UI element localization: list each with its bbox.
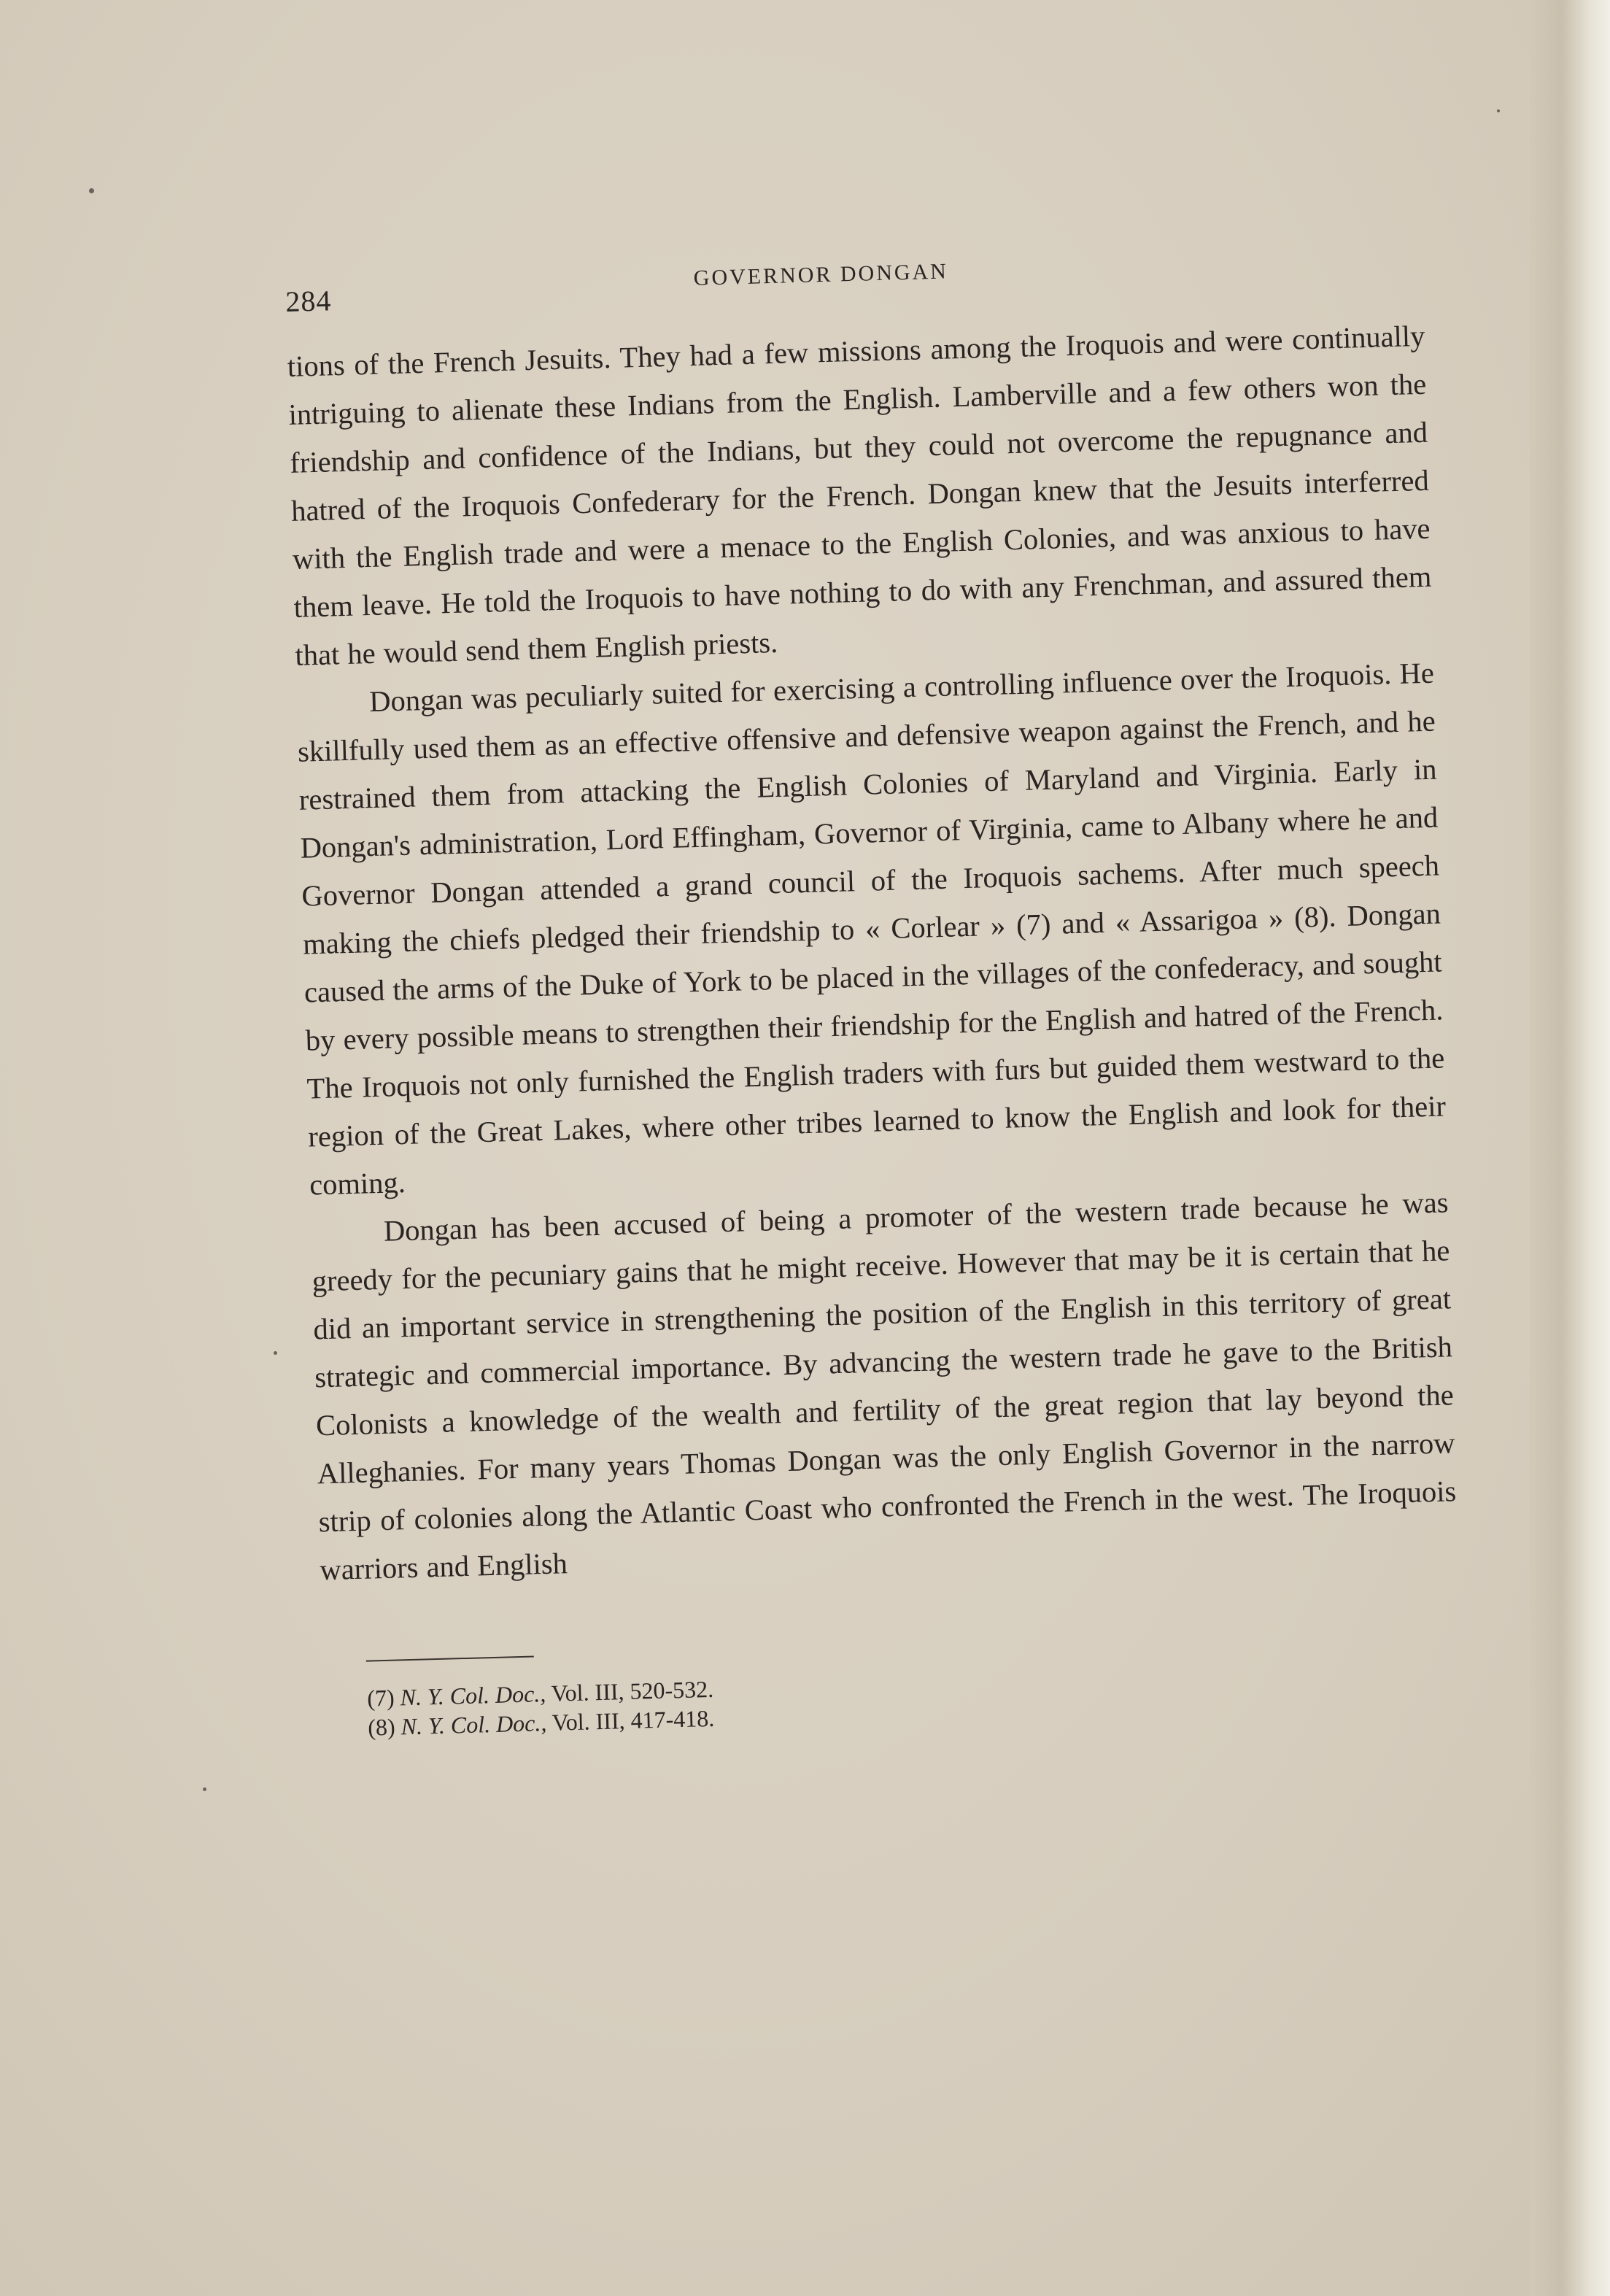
paper-speck: [203, 1787, 206, 1791]
footnotes: [322, 1631, 1462, 1743]
paper-speck: [1497, 109, 1500, 112]
page-edge-shadow: [1530, 0, 1610, 2296]
page-number: 284: [285, 284, 333, 318]
page-text-block: [285, 232, 1462, 1743]
body-paragraph: Dongan was peculiarly suited for exercising a controlling influence over the Iroquois. He skillfully used them as an effective offensive and defensive weapon against the French, and he restrained them from attacking the English Colonies of Maryland and Virginia. Early in Dongan's administration, Lord Effingham, Governor of Virginia, came to Albany where he and Governor Dongan attended a grand council of the Iroquois sachems. After much speech making the chiefs pledged their friendship to « Corlear » (7) and « Assarigoa » (8). Dongan caused the arms of the Duke of York to be placed in the villages of the confederacy, and sought by every possible means to strengthen their friendship for the English and hatred of the French. The Iroquois not only furnished the English traders with furs but guided them westward to the region of the Great Lakes, where other tribes learned to know the English and look for their coming.: [297, 656, 1447, 1202]
running-title: GOVERNOR DONGAN: [693, 259, 949, 290]
paper-speck: [274, 1351, 277, 1355]
body-paragraph: tions of the French Jesuits. They had a few missions among the Iroquois and were continually intriguing to alienate these Indians from the English. Lamberville and a few others won the friendship and confidence of the Indians, but they could not overcome the repugnance and hatred of the Iroquois Confederary for the French. Dongan knew that the Jesuits interferred with the English trade and were a menace to the English Colonies, and was anxious to have them leave. He told the Iroquois to have nothing to do with any Frenchman, and assured them that he would send them English priests.: [287, 319, 1432, 672]
footnote-source: N. Y. Col. Doc.,: [400, 1709, 547, 1740]
footnote-marker: (7): [366, 1684, 395, 1712]
footnote-rule: [366, 1655, 534, 1661]
footnote-marker: (8): [367, 1713, 396, 1741]
body-paragraph: Dongan has been accused of being a promoter of the western trade because he was greedy for the pecuniary gains that he might receive. However that may be it is certain that he did an important service in strengthening the position of the English in this territory of great strategic and commercial importance. By advancing the western trade he gave to the British Colonists a knowledge of the wealth and fertility of the great region that lay beyond the Alleghanies. For many years Thomas Dongan was the only English Governor in the narrow strip of colonies along the Atlantic Coast who confronted the French in the west. The Iroquois warriors and English: [311, 1186, 1457, 1587]
footnote-detail: Vol. III, 417-418.: [551, 1704, 715, 1736]
footnote-source: N. Y. Col. Doc.,: [400, 1680, 546, 1711]
footnote-detail: Vol. III, 520-532.: [551, 1675, 714, 1706]
paper-speck: [89, 188, 94, 193]
